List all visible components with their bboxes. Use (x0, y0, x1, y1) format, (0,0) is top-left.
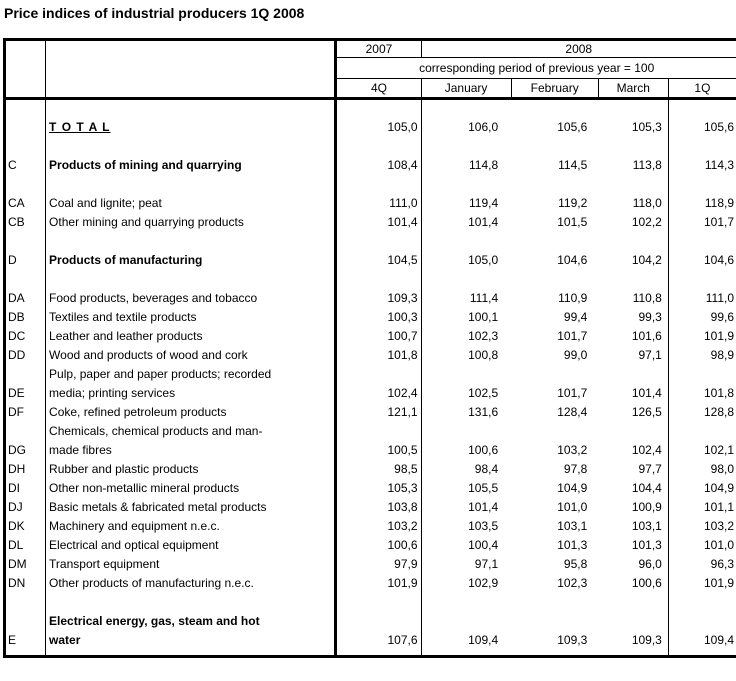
value-cell: 104,6 (557, 252, 588, 267)
value-cell: 103,2 (336, 517, 421, 536)
empty-cell (46, 270, 336, 289)
value-cell: 107,6 (336, 612, 421, 650)
value-cell: 101,8 (336, 346, 421, 365)
table-body (5, 99, 736, 657)
value-cell: 104,9 (557, 480, 588, 495)
value-cell: 113,8 (598, 156, 668, 175)
row-name: Other non-metallic mineral products (46, 479, 336, 498)
row-name: Chemicals, chemical products and man- made fibres (46, 422, 336, 460)
empty-cell (5, 650, 46, 657)
value-cell: 100,1 (468, 309, 499, 324)
spacer-row (5, 232, 736, 251)
value-cell: 98,9 (710, 347, 734, 362)
description-column-header (46, 40, 336, 99)
empty-cell (421, 175, 511, 194)
value-cell: 131,6 (468, 404, 499, 419)
value-cell: 103,5 (468, 518, 499, 533)
empty-cell (598, 175, 668, 194)
row-code: CB (5, 213, 46, 232)
empty-cell (668, 137, 736, 156)
row-code: DJ (5, 498, 46, 517)
value-cell: 97,9 (336, 555, 421, 574)
value-cell: 97,7 (598, 460, 668, 479)
empty-cell (598, 232, 668, 251)
period-column-header: February (511, 79, 598, 99)
row-name: Coal and lignite; peat (46, 194, 336, 213)
row-name: Products of mining and quarrying (46, 156, 336, 175)
empty-cell (598, 99, 668, 118)
row-code: CA (5, 194, 46, 213)
empty-cell (598, 593, 668, 612)
table-row (5, 251, 736, 270)
value-cell: 100,6 (598, 574, 668, 593)
empty-cell (46, 175, 336, 194)
year-2008-header: 2008 (421, 40, 736, 58)
value-cell: 109,3 (598, 612, 668, 650)
table-row (5, 422, 736, 460)
value-cell: 109,4 (703, 632, 734, 647)
value-cell: 101,4 (598, 365, 668, 403)
value-cell: 108,4 (336, 156, 421, 175)
value-cell: 111,0 (336, 194, 421, 213)
value-cell: 105,0 (468, 252, 499, 267)
row-name: Other mining and quarrying products (46, 213, 336, 232)
table-row (5, 536, 736, 555)
value-cell: 99,0 (563, 347, 588, 362)
value-cell: 114,8 (469, 157, 499, 172)
value-cell: 95,8 (563, 556, 588, 571)
empty-cell (421, 99, 511, 118)
row-name: Basic metals & fabricated metal products (46, 498, 336, 517)
row-code: DN (5, 574, 46, 593)
row-name: Pulp, paper and paper products; recorded media; printing services (46, 365, 336, 403)
table-header (5, 40, 736, 99)
value-cell: 101,0 (703, 537, 734, 552)
table-row (5, 479, 736, 498)
row-name: Coke, refined petroleum products (46, 403, 336, 422)
value-cell: 99,3 (598, 308, 668, 327)
period-column-header: 4Q (336, 79, 421, 99)
empty-cell (336, 593, 421, 612)
price-indices-table (3, 38, 736, 658)
table-row (5, 365, 736, 403)
year-2007-header: 2007 (336, 40, 421, 58)
empty-cell (511, 650, 598, 657)
value-cell: 97,8 (563, 461, 588, 476)
value-cell: 101,1 (703, 499, 734, 514)
value-cell: 118,0 (598, 194, 668, 213)
value-cell: 114,3 (704, 157, 734, 172)
value-cell: 101,9 (703, 575, 734, 590)
row-name: Food products, beverages and tobacco (46, 289, 336, 308)
empty-cell (46, 593, 336, 612)
empty-cell (511, 175, 598, 194)
value-cell: 103,8 (336, 498, 421, 517)
empty-cell (46, 650, 336, 657)
empty-cell (5, 99, 46, 118)
table-row (5, 118, 736, 137)
row-name: Rubber and plastic products (46, 460, 336, 479)
value-cell: 100,9 (598, 498, 668, 517)
row-name: T O T A L (46, 118, 336, 137)
value-cell: 98,0 (710, 461, 734, 476)
table-row (5, 346, 736, 365)
empty-cell (668, 175, 736, 194)
row-code: DB (5, 308, 46, 327)
value-cell: 101,9 (703, 328, 734, 343)
value-cell: 128,4 (557, 404, 588, 419)
row-code: DC (5, 327, 46, 346)
table-row (5, 213, 736, 232)
spacer-row (5, 593, 736, 612)
table-row (5, 460, 736, 479)
row-name: Leather and leather products (46, 327, 336, 346)
empty-cell (668, 99, 736, 118)
empty-cell (511, 137, 598, 156)
row-code: DG (5, 422, 46, 460)
table-row (5, 612, 736, 650)
empty-cell (5, 175, 46, 194)
value-cell: 101,4 (468, 214, 499, 229)
value-cell: 101,4 (336, 213, 421, 232)
value-cell: 103,2 (557, 442, 588, 457)
empty-cell (668, 593, 736, 612)
empty-cell (46, 99, 336, 118)
value-cell: 119,4 (469, 195, 499, 210)
value-cell: 98,4 (474, 461, 499, 476)
table-row (5, 156, 736, 175)
value-cell: 101,7 (703, 214, 734, 229)
index-base-note: corresponding period of previous year = 100 (336, 58, 736, 79)
empty-cell (336, 99, 421, 118)
row-name: Textiles and textile products (46, 308, 336, 327)
empty-cell (46, 232, 336, 251)
value-cell: 100,4 (468, 537, 499, 552)
value-cell: 101,0 (557, 499, 588, 514)
value-cell: 101,7 (557, 385, 588, 400)
value-cell: 110,9 (558, 290, 588, 305)
value-cell: 98,5 (336, 460, 421, 479)
value-cell: 99,6 (710, 309, 734, 324)
row-code: C (5, 156, 46, 175)
value-cell: 111,4 (469, 290, 499, 305)
value-cell: 128,8 (703, 404, 734, 419)
value-cell: 100,3 (336, 308, 421, 327)
value-cell: 102,5 (468, 385, 499, 400)
row-code: DK (5, 517, 46, 536)
value-cell: 100,8 (468, 347, 499, 362)
row-code: E (5, 612, 46, 650)
table-row (5, 498, 736, 517)
value-cell: 101,9 (336, 574, 421, 593)
empty-cell (598, 650, 668, 657)
empty-cell (5, 270, 46, 289)
spacer-row (5, 137, 736, 156)
empty-cell (336, 175, 421, 194)
value-cell: 97,1 (598, 346, 668, 365)
table-row (5, 327, 736, 346)
value-cell: 104,2 (598, 251, 668, 270)
row-code: DH (5, 460, 46, 479)
value-cell: 104,9 (703, 480, 734, 495)
value-cell: 101,7 (557, 328, 588, 343)
page-title: Price indices of industrial producers 1Q 2008 (4, 5, 305, 21)
value-cell: 100,5 (336, 422, 421, 460)
empty-cell (421, 270, 511, 289)
spacer-row (5, 270, 736, 289)
row-code: DF (5, 403, 46, 422)
value-cell: 96,3 (710, 556, 734, 571)
row-code: DE (5, 365, 46, 403)
row-code: DD (5, 346, 46, 365)
row-code: DL (5, 536, 46, 555)
value-cell: 104,6 (703, 252, 734, 267)
value-cell: 109,3 (336, 289, 421, 308)
table-row (5, 403, 736, 422)
value-cell: 102,4 (336, 365, 421, 403)
value-cell: 126,5 (598, 403, 668, 422)
row-code: DM (5, 555, 46, 574)
value-cell: 103,2 (703, 518, 734, 533)
empty-cell (46, 137, 336, 156)
value-cell: 114,5 (558, 157, 588, 172)
row-name: Products of manufacturing (46, 251, 336, 270)
table-row (5, 517, 736, 536)
value-cell: 101,3 (557, 537, 588, 552)
period-column-header: January (421, 79, 511, 99)
spacer-row (5, 175, 736, 194)
value-cell: 102,2 (598, 213, 668, 232)
empty-cell (421, 650, 511, 657)
period-column-header: 1Q (668, 79, 736, 99)
table-row (5, 308, 736, 327)
empty-cell (336, 137, 421, 156)
table-row (5, 555, 736, 574)
table-row (5, 574, 736, 593)
value-cell: 105,6 (703, 119, 734, 134)
value-cell: 121,1 (336, 403, 421, 422)
empty-cell (598, 270, 668, 289)
value-cell: 102,3 (557, 575, 588, 590)
value-cell: 106,0 (468, 119, 499, 134)
value-cell: 101,6 (598, 327, 668, 346)
code-column-header (5, 40, 46, 99)
value-cell: 103,1 (557, 518, 588, 533)
row-code: DA (5, 289, 46, 308)
row-name: Machinery and equipment n.e.c. (46, 517, 336, 536)
row-code: DI (5, 479, 46, 498)
value-cell: 97,1 (474, 556, 499, 571)
value-cell: 104,5 (336, 251, 421, 270)
value-cell: 100,7 (336, 327, 421, 346)
value-cell: 96,0 (598, 555, 668, 574)
row-name: Electrical and optical equipment (46, 536, 336, 555)
empty-cell (668, 650, 736, 657)
value-cell: 105,3 (598, 118, 668, 137)
value-cell: 100,6 (468, 442, 499, 457)
row-name: Transport equipment (46, 555, 336, 574)
row-name: Wood and products of wood and cork (46, 346, 336, 365)
spacer-row (5, 99, 736, 118)
empty-cell (511, 232, 598, 251)
value-cell: 101,5 (557, 214, 588, 229)
value-cell: 101,8 (703, 385, 734, 400)
value-cell: 103,1 (598, 517, 668, 536)
value-cell: 102,4 (598, 422, 668, 460)
value-cell: 102,1 (703, 442, 734, 457)
header-year-row (5, 40, 736, 58)
table-row (5, 289, 736, 308)
value-cell: 109,3 (557, 632, 588, 647)
value-cell: 104,4 (598, 479, 668, 498)
value-cell: 119,2 (558, 195, 588, 210)
value-cell: 105,5 (468, 480, 499, 495)
empty-cell (5, 137, 46, 156)
value-cell: 101,4 (468, 499, 499, 514)
table-row (5, 194, 736, 213)
empty-cell (336, 650, 421, 657)
empty-cell (5, 593, 46, 612)
empty-cell (421, 593, 511, 612)
value-cell: 101,3 (598, 536, 668, 555)
value-cell: 118,9 (704, 195, 734, 210)
value-cell: 102,9 (468, 575, 499, 590)
value-cell: 109,4 (468, 632, 499, 647)
empty-cell (598, 137, 668, 156)
value-cell: 105,0 (336, 118, 421, 137)
value-cell: 105,3 (336, 479, 421, 498)
empty-cell (511, 593, 598, 612)
row-code: D (5, 251, 46, 270)
empty-cell (511, 270, 598, 289)
empty-cell (511, 99, 598, 118)
empty-cell (668, 270, 736, 289)
empty-cell (668, 232, 736, 251)
value-cell: 110,8 (598, 289, 668, 308)
empty-cell (336, 232, 421, 251)
value-cell: 100,6 (336, 536, 421, 555)
empty-cell (421, 232, 511, 251)
value-cell: 99,4 (563, 309, 588, 324)
spacer-row (5, 650, 736, 657)
empty-cell (421, 137, 511, 156)
value-cell: 111,0 (705, 290, 734, 305)
row-name: Other products of manufacturing n.e.c. (46, 574, 336, 593)
empty-cell (336, 270, 421, 289)
row-name: Electrical energy, gas, steam and hot water (46, 612, 336, 650)
period-column-header: March (598, 79, 668, 99)
value-cell: 105,6 (557, 119, 588, 134)
empty-cell (5, 232, 46, 251)
value-cell: 102,3 (468, 328, 499, 343)
row-code (5, 118, 46, 137)
